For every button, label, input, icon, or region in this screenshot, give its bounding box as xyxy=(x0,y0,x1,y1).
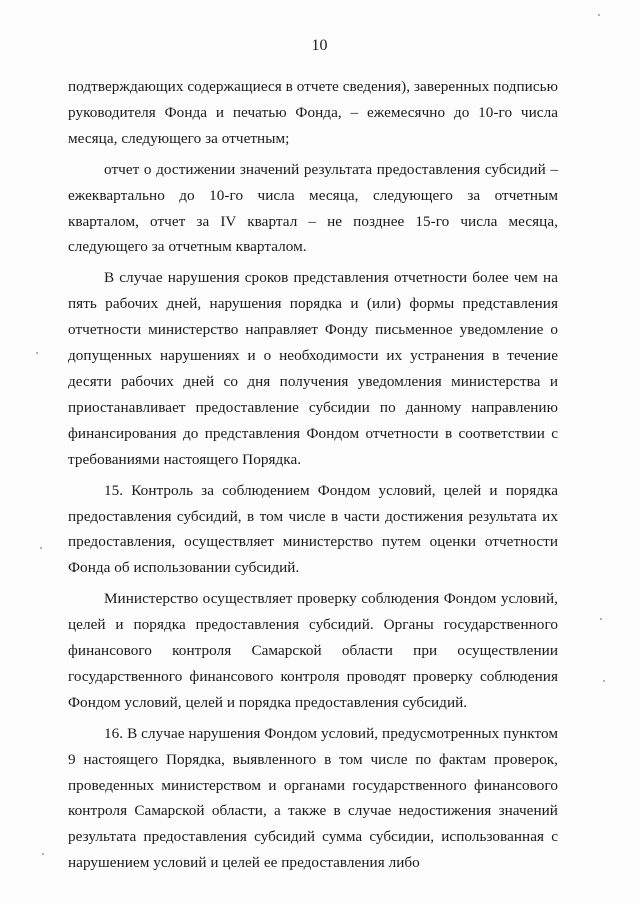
paragraph-reporting-violation: В случае нарушения сроков представления отчетности более чем на пять рабочих дней, нарушения порядка и (или) формы представления отчетности министерство направляет Фонду письменное уведомление о допущенных нарушениях и о необходимости их устранения в течение десяти рабочих дней со дня получения уведомления министерства и приостанавливает предоставление субсидии по данному направлению финансирования до представления Фондом отчетности в соответствии с требованиями настоящего Порядка. xyxy=(68,269,558,468)
document-body xyxy=(68,74,558,876)
scan-speck xyxy=(600,618,602,620)
paragraph-clause-15: 15. Контроль за соблюдением Фондом условий, целей и порядка предоставления субсидий, в том числе в части достижения результата их предоставления, осуществляет министерство путем оценки отчетности Фонда об использовании субсидий. xyxy=(68,481,558,577)
scan-speck xyxy=(603,680,605,682)
paragraph-reporting-monthly: подтверждающих содержащиеся в отчете сведения), заверенных подписью руководителя Фонда и печатью Фонда, – ежемесячно до 10-го числа месяца, следующего за отчетным; xyxy=(68,78,558,147)
scan-speck xyxy=(598,14,600,16)
page-number: 10 xyxy=(311,37,328,54)
paragraph-ministry-inspection: Министерство осуществляет проверку соблюдения Фондом условий, целей и порядка предоставления субсидий. Органы государственного финансового контроля Самарской области при осуществлении государственного финансового контроля проводят проверку соблюдения Фондом условий, целей и порядка предоставления субсидий. xyxy=(68,590,558,711)
scan-speck xyxy=(36,352,38,354)
scan-speck xyxy=(40,547,42,549)
scan-speck xyxy=(42,853,44,855)
paragraph-clause-16: 16. В случае нарушения Фондом условий, предусмотренных пунктом 9 настоящего Порядка, выявленного в том числе по фактам проверок, проведенных министерством и органами государственного финансового контроля Самарской области, а также в случае недостижения значений результата предоставления субсидий сумма субсидии, использованная с нарушением условий и целей ее предоставления либо xyxy=(68,724,558,872)
paragraph-reporting-quarterly: отчет о достижении значений результата предоставления субсидий – ежеквартально до 10-го числа месяца, следующего за отчетным кварталом, отчет за IV квартал – не позднее 15-го числа месяца, следующего за отчетным кварталом. xyxy=(68,160,558,256)
